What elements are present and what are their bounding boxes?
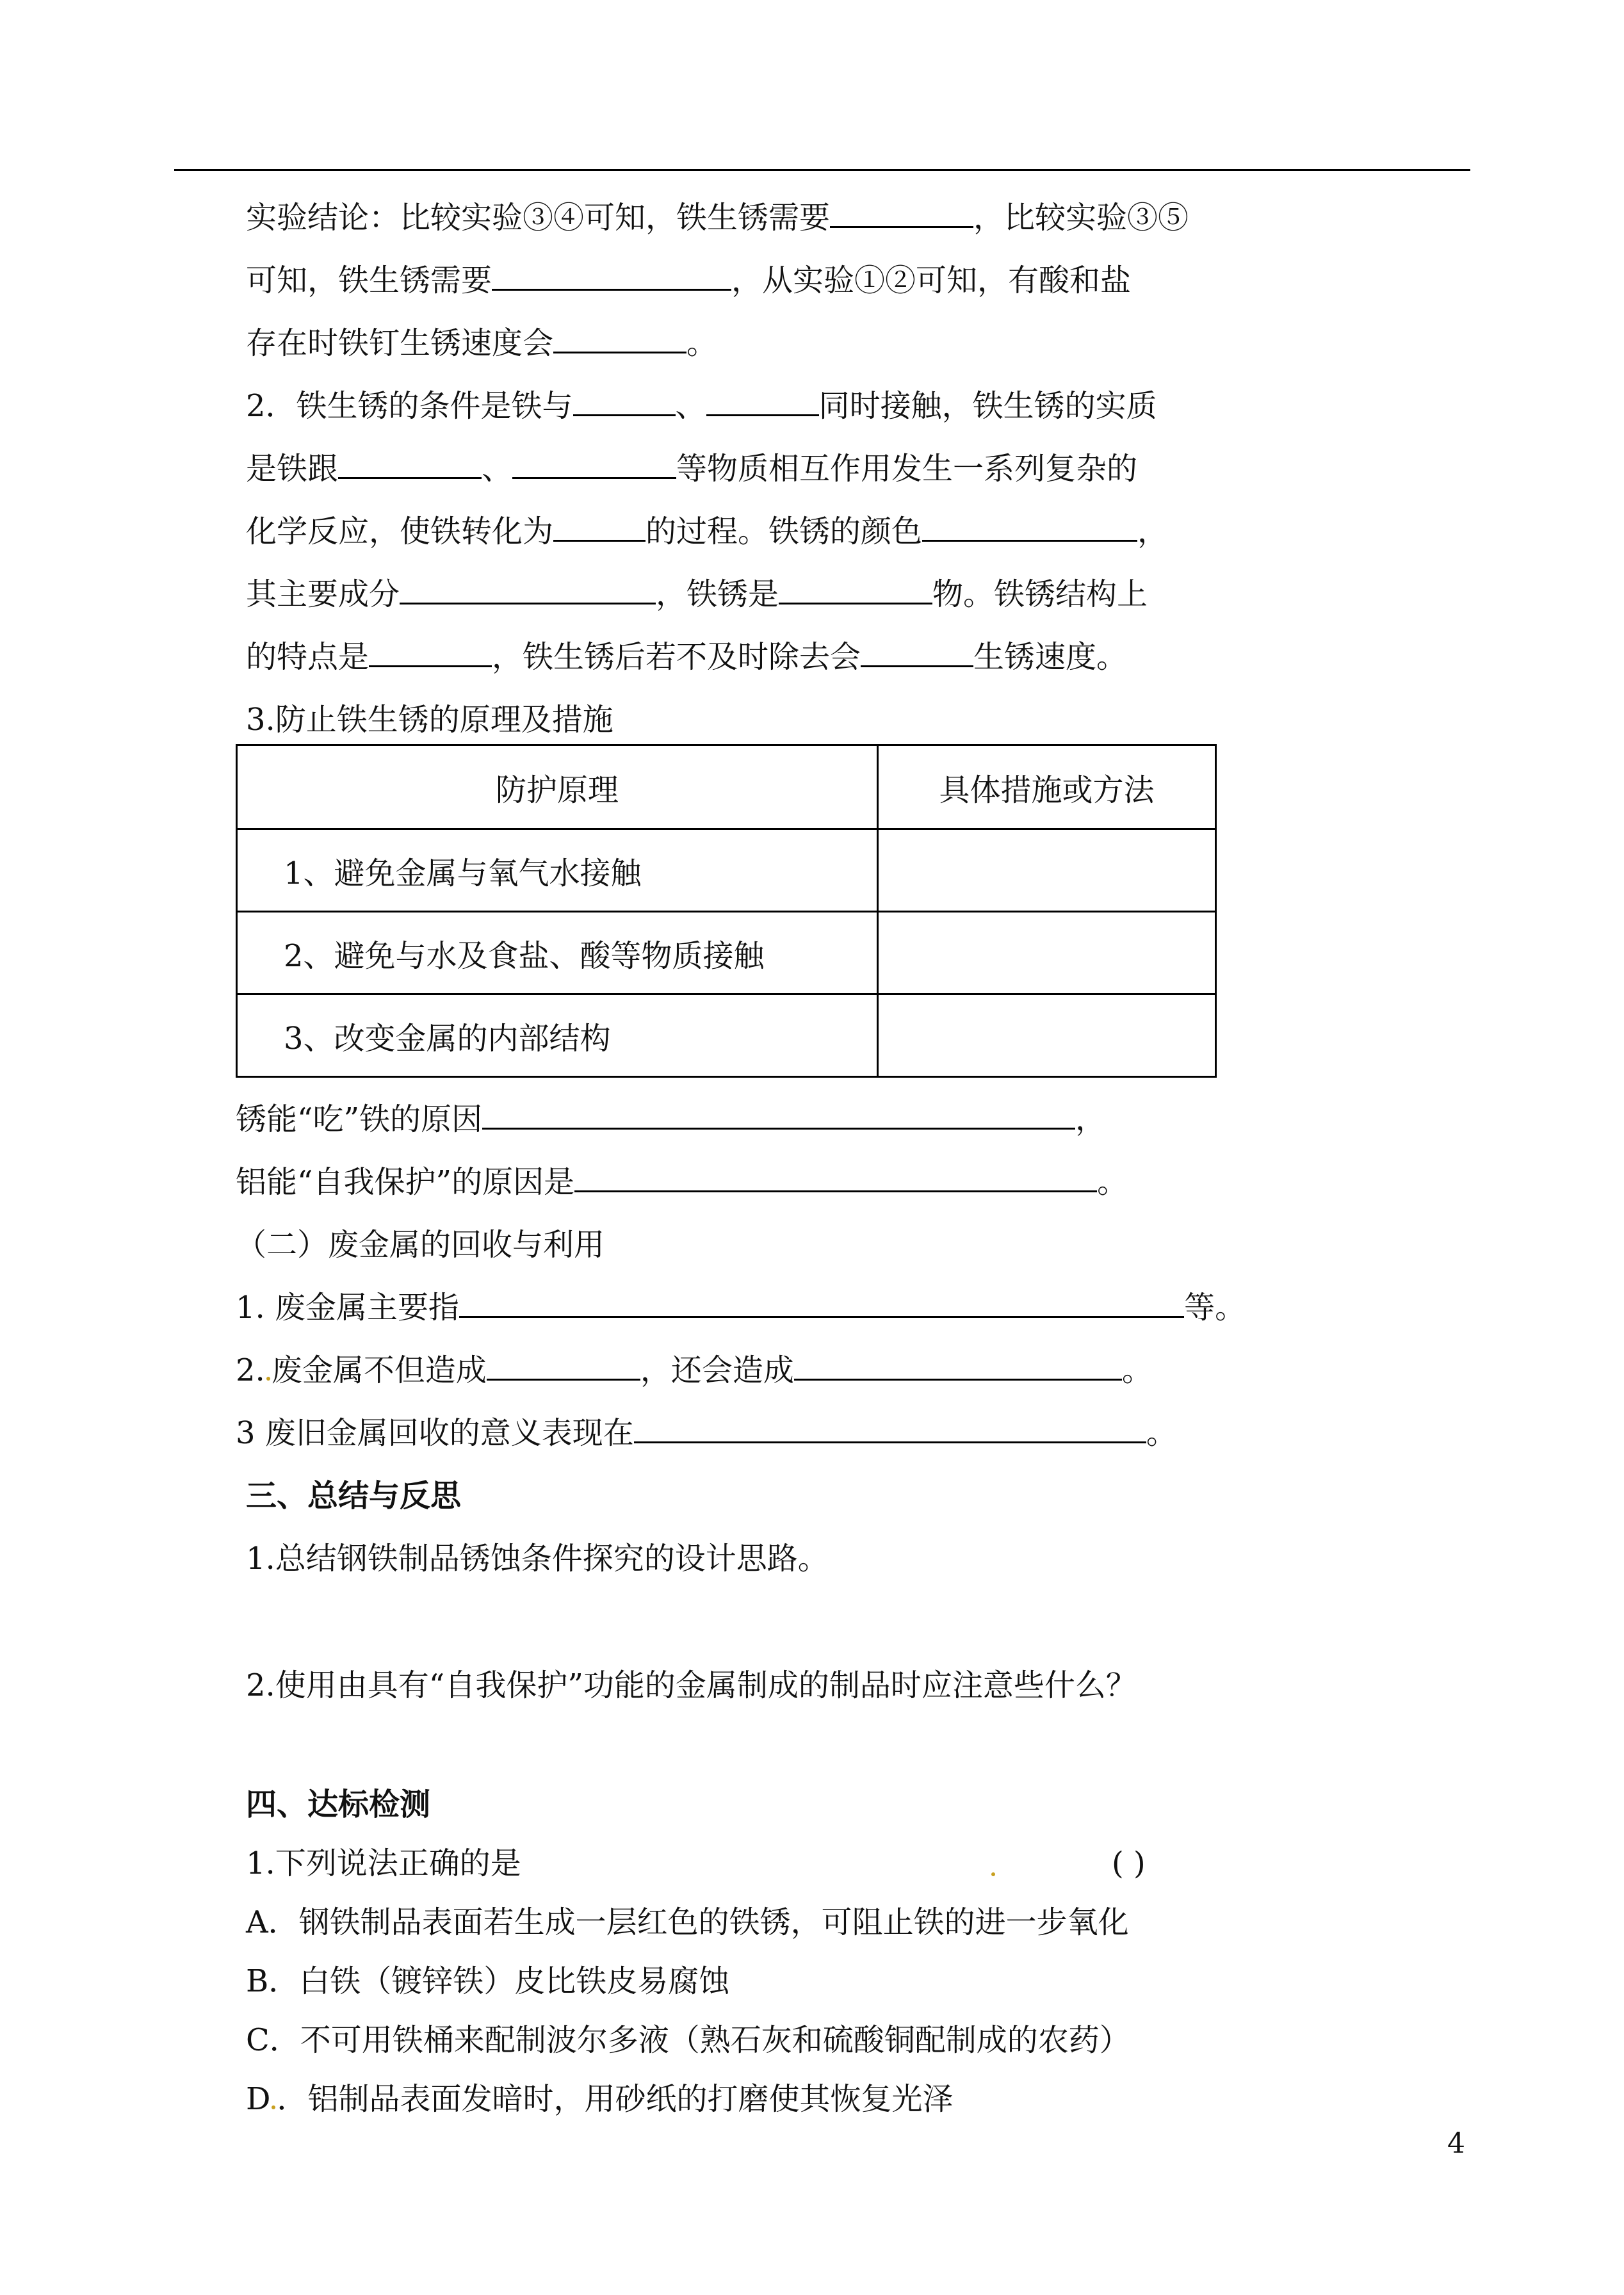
table-answer-cell[interactable] [878, 912, 1216, 994]
text: 其主要成分 [246, 576, 400, 612]
page-number: 4 [1447, 2127, 1465, 2160]
text: 四、达标检测 [246, 1787, 431, 1822]
text: 1. 废金属主要指 [236, 1290, 460, 1326]
question-2-line-5 [246, 637, 1127, 677]
question-2-line-4 [246, 574, 1148, 615]
aluminum-reason-line [236, 1162, 1128, 1203]
option-a[interactable] [246, 1902, 1129, 1943]
text: 的特点是 [246, 639, 369, 675]
text: ，还会造成 [640, 1352, 794, 1388]
answer-bracket [1112, 1843, 1146, 1884]
mark-dot [272, 2105, 275, 2109]
table-row [237, 994, 1216, 1077]
text: 。 [1097, 1164, 1128, 1200]
question-2-line-1 [246, 385, 1157, 426]
text: 化学反应，使铁转化为 [246, 514, 554, 549]
reflection-question-1 [246, 1538, 829, 1579]
table-row [237, 829, 1216, 912]
text: 铝能“自我保护”的原因是 [236, 1164, 575, 1200]
section-3-heading [246, 1475, 461, 1516]
text: ，从实验①②可知，有酸和盐 [731, 263, 1132, 298]
fill-blank[interactable] [706, 386, 819, 416]
table-answer-cell[interactable] [878, 829, 1216, 912]
text: 生锈速度。 [973, 639, 1128, 675]
text: 的过程。铁锈的颜色 [646, 514, 923, 549]
text: C．不可用铁桶来配制波尔多液（熟石灰和硫酸铜配制成的农药） [246, 2022, 1130, 2058]
text: 。 [1146, 1415, 1177, 1451]
text: 1.总结钢铁制品锈蚀条件探究的设计思路。 [246, 1541, 829, 1577]
text: 1.下列说法正确的是 [246, 1845, 521, 1881]
fill-blank[interactable] [830, 198, 973, 228]
table-header: 防护原理 [237, 745, 878, 829]
fill-blank[interactable] [400, 574, 656, 604]
fill-blank[interactable] [573, 386, 676, 416]
section-2-title [236, 1224, 605, 1265]
text: A．钢铁制品表面若生成一层红色的铁锈，可阻止铁的进一步氧化 [246, 1904, 1129, 1940]
text: 、 [482, 451, 513, 487]
text: 2．铁生锈的条件是铁与 [246, 388, 573, 424]
fill-blank[interactable] [861, 637, 973, 667]
fill-blank[interactable] [634, 1413, 1146, 1443]
table-row [237, 912, 1216, 994]
text: ．铝制品表面发暗时，用砂纸的打磨使其恢复光泽 [277, 2081, 954, 2117]
table-cell: 2、避免与水及食盐、酸等物质接触 [237, 912, 878, 994]
conclusion-line-1 [246, 197, 1189, 238]
fill-blank[interactable] [794, 1350, 1122, 1381]
conclusion-line-3 [246, 323, 717, 364]
text: 实验结论：比较实验③④可知，铁生锈需要 [246, 200, 831, 236]
text: ， [1137, 514, 1169, 549]
text: 等。 [1184, 1290, 1246, 1326]
fill-blank[interactable] [369, 637, 492, 667]
text: 3.防止铁生锈的原理及措施 [246, 702, 613, 738]
text: 。 [686, 325, 718, 361]
mark-dot [991, 1872, 995, 1876]
text: ， [1075, 1101, 1107, 1137]
question-3-title [246, 699, 613, 740]
reflection-question-2 [246, 1665, 1137, 1706]
text: ，铁锈是 [656, 576, 779, 612]
text: 锈能“吃”铁的原因 [236, 1101, 483, 1137]
header-rule [174, 169, 1470, 171]
question-2-line-3 [246, 511, 1168, 552]
mark-dot [266, 1377, 270, 1381]
fill-blank[interactable] [553, 512, 646, 542]
text: 3 废旧金属回收的意义表现在 [236, 1415, 634, 1451]
text: 。 [1121, 1352, 1153, 1388]
text: 存在时铁钉生锈速度会 [246, 325, 554, 361]
fill-blank[interactable] [492, 261, 731, 291]
text: 2.使用由具有“自我保护”功能的金属制成的制品时应注意些什么？ [246, 1667, 1137, 1703]
table-answer-cell[interactable] [878, 994, 1216, 1077]
text: 三、总结与反思 [246, 1478, 462, 1514]
text: 2. [236, 1352, 265, 1388]
waste-metal-line-3 [236, 1413, 1177, 1454]
fill-blank[interactable] [779, 574, 932, 604]
fill-blank[interactable] [338, 449, 482, 479]
table-cell: 3、改变金属的内部结构 [237, 994, 878, 1077]
option-b[interactable] [246, 1961, 729, 2002]
fill-blank[interactable] [487, 1350, 640, 1381]
table-cell: 1、避免金属与氧气水接触 [237, 829, 878, 912]
test-question-1 [246, 1843, 521, 1884]
text: （二）废金属的回收与利用 [236, 1227, 605, 1263]
text: ，比较实验③⑤ [973, 200, 1189, 236]
fill-blank[interactable] [922, 512, 1137, 542]
text: 废金属不但造成 [271, 1352, 487, 1388]
section-4-heading [246, 1784, 430, 1825]
text: B．白铁（镀锌铁）皮比铁皮易腐蚀 [246, 1963, 730, 1999]
table-header-row [237, 745, 1216, 829]
fill-blank[interactable] [512, 449, 676, 479]
fill-blank[interactable] [459, 1288, 1184, 1318]
option-c[interactable] [246, 2020, 1130, 2061]
table-header: 具体措施或方法 [878, 745, 1216, 829]
fill-blank[interactable] [482, 1099, 1075, 1130]
rust-reason-line [236, 1099, 1106, 1140]
option-d[interactable] [246, 2079, 954, 2120]
text: 物。铁锈结构上 [932, 576, 1148, 612]
rust-prevention-table [236, 744, 1217, 1078]
text: 等物质相互作用发生一系列复杂的 [676, 451, 1138, 487]
fill-blank[interactable] [574, 1162, 1097, 1192]
waste-metal-line-2 [236, 1350, 1153, 1391]
text: ( ) [1112, 1845, 1146, 1881]
waste-metal-line-1 [236, 1287, 1246, 1328]
conclusion-line-2 [246, 260, 1131, 301]
text: 可知，铁生锈需要 [246, 263, 492, 298]
text: 是铁跟 [246, 451, 339, 487]
text: D [246, 2081, 271, 2117]
text: 、 [675, 388, 706, 424]
text: 同时接触，铁生锈的实质 [818, 388, 1157, 424]
text: ，铁生锈后若不及时除去会 [492, 639, 861, 675]
fill-blank[interactable] [553, 323, 686, 353]
question-2-line-2 [246, 448, 1137, 489]
